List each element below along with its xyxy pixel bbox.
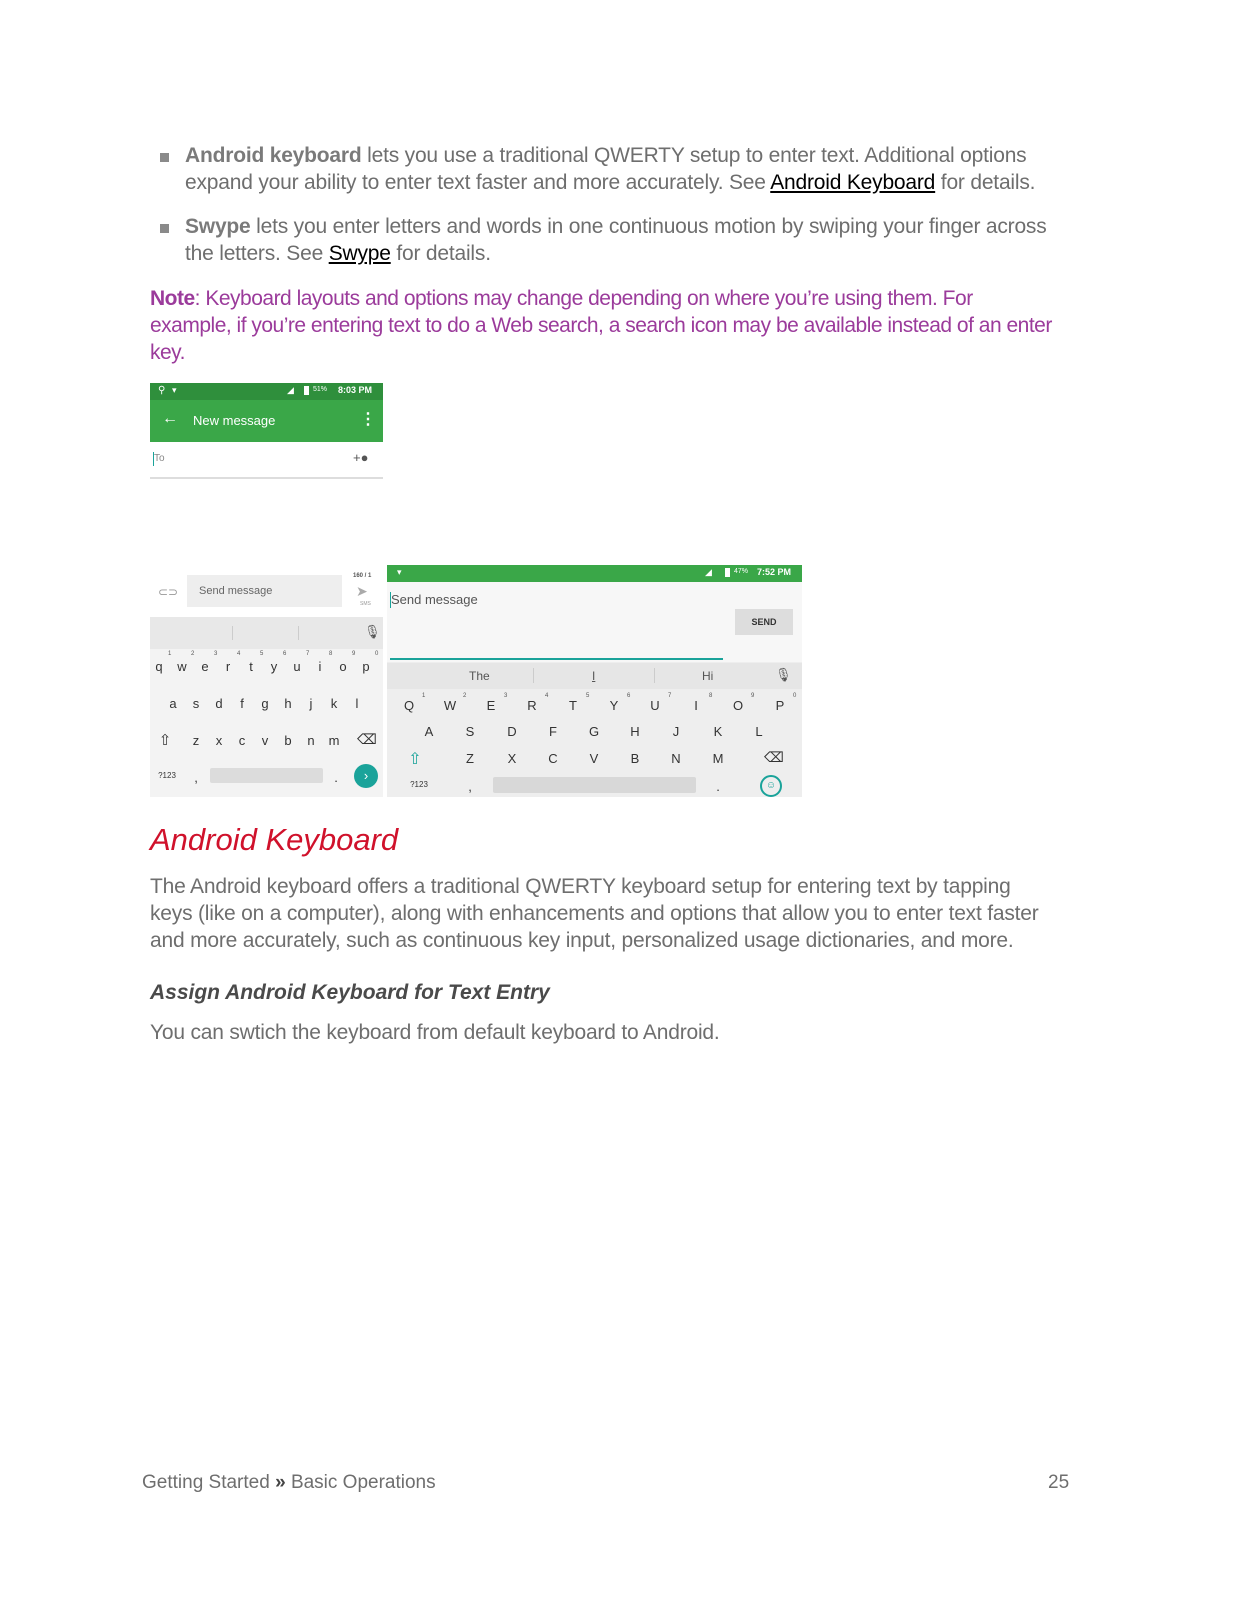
key-c[interactable]: c (238, 733, 246, 748)
status-bar (387, 565, 802, 582)
key-z[interactable]: z (192, 733, 200, 748)
status-time: 8:03 PM (338, 385, 373, 395)
key-o[interactable]: o (339, 659, 347, 674)
android-keyboard-link[interactable]: Android Keyboard (770, 171, 936, 194)
key-hint: 3 (504, 693, 508, 699)
key-W[interactable]: W (443, 698, 457, 713)
key-P[interactable]: P (775, 698, 785, 713)
key-l[interactable]: l (355, 696, 359, 711)
footer-crumb: Basic Operations (290, 1472, 436, 1493)
key-t[interactable]: t (249, 659, 253, 674)
battery-percent: 51% (313, 386, 328, 393)
key-q[interactable]: q (155, 659, 163, 674)
key-hint: 1 (168, 651, 172, 657)
section-heading: Android Keyboard (150, 822, 399, 857)
key-a[interactable]: a (169, 696, 177, 711)
key-p[interactable]: p (362, 659, 370, 674)
key-E[interactable]: E (486, 698, 496, 713)
key-H[interactable]: H (630, 724, 640, 739)
key-r[interactable]: r (225, 659, 231, 674)
key-C[interactable]: C (548, 751, 558, 766)
send-button[interactable]: SEND (735, 609, 793, 635)
footer-breadcrumb (142, 1472, 436, 1494)
compose-placeholder: Send message (391, 592, 478, 607)
paragraph-line: and more accurately, such as continuous key input, personalized usage dictionaries, and more. (150, 929, 1014, 952)
app-bar-title: New message (193, 413, 276, 428)
backspace-icon[interactable]: ⌫ (764, 749, 784, 765)
screenshot-new-message (150, 383, 383, 480)
to-placeholder: To (154, 453, 165, 464)
key-V[interactable]: V (589, 751, 599, 766)
screenshot-keyboard-uppercase (387, 565, 802, 797)
key-hint: 2 (463, 693, 467, 699)
key-I[interactable]: I (694, 698, 698, 713)
footer-crumb: Getting Started (142, 1472, 270, 1493)
key-x[interactable]: x (215, 733, 223, 748)
battery-percent: 47% (734, 568, 749, 575)
paragraph-line: keys (like on a computer), along with enhancements and options that allow you to enter text faster (150, 902, 1039, 925)
key-S[interactable]: S (465, 724, 475, 739)
key-B[interactable]: B (630, 751, 640, 766)
key-hint: 5 (586, 693, 590, 699)
key-hint: 4 (545, 693, 549, 699)
note-paragraph (150, 285, 1080, 366)
key-h[interactable]: h (284, 696, 292, 711)
key-k[interactable]: k (330, 696, 338, 711)
key-O[interactable]: O (732, 698, 744, 713)
suggestion[interactable]: I (592, 669, 596, 683)
char-counter: 160 / 1 (353, 573, 372, 579)
key-u[interactable]: u (293, 659, 301, 674)
symbols-key[interactable]: ?123 (158, 771, 176, 780)
key-hint: 6 (627, 693, 631, 699)
key-hint: 2 (191, 651, 195, 657)
key-R[interactable]: R (527, 698, 537, 713)
bullet-term: Android keyboard (185, 144, 362, 167)
key-hint: 8 (709, 693, 713, 699)
divider (298, 626, 299, 640)
key-X[interactable]: X (507, 751, 517, 766)
key-U[interactable]: U (650, 698, 660, 713)
spacebar[interactable] (493, 777, 696, 793)
key-s[interactable]: s (192, 696, 200, 711)
key-D[interactable]: D (507, 724, 517, 739)
key-K[interactable]: K (713, 724, 723, 739)
divider (232, 626, 233, 640)
back-arrow-icon[interactable]: ← (162, 410, 178, 427)
backspace-icon[interactable]: ⌫ (357, 731, 377, 747)
usb-icon: ⚲ (158, 385, 166, 396)
key-y[interactable]: y (270, 659, 278, 674)
key-Y[interactable]: Y (609, 698, 619, 713)
subsection-heading: Assign Android Keyboard for Text Entry (150, 981, 550, 1004)
key-i[interactable]: i (318, 659, 322, 674)
status-bar (150, 383, 383, 400)
paragraph-line: The Android keyboard offers a traditional QWERTY keyboard setup for entering text by tapping (150, 875, 1011, 898)
key-hint: 4 (237, 651, 241, 657)
key-G[interactable]: G (588, 724, 600, 739)
bullet-text: the letters. See (185, 242, 329, 265)
key-hint: 1 (422, 693, 426, 699)
battery-icon (304, 386, 309, 395)
note-text: : Keyboard layouts and options may change depending on where you’re using them. For (194, 287, 973, 310)
key-m[interactable]: m (328, 733, 340, 748)
compose-input[interactable] (187, 575, 342, 607)
key-J[interactable]: J (672, 724, 680, 739)
key-hint: 7 (306, 651, 310, 657)
key-hint: 7 (668, 693, 672, 699)
key-N[interactable]: N (671, 751, 681, 766)
section-paragraph (150, 873, 1080, 954)
footer-separator: » (275, 1472, 286, 1493)
suggestion-strip (150, 617, 383, 649)
period-key[interactable]: . (716, 779, 720, 794)
suggestion[interactable]: The (469, 669, 490, 683)
mic-icon[interactable]: 🎙 (364, 624, 381, 639)
key-w[interactable]: w (177, 659, 187, 674)
key-d[interactable]: d (215, 696, 223, 711)
note-text: key. (150, 341, 185, 364)
comma-key[interactable]: , (194, 770, 198, 785)
wifi-icon: ▾ (172, 385, 177, 395)
overflow-menu-icon[interactable]: ⋮ (360, 411, 376, 428)
note-text: example, if you’re entering text to do a Web search, a search icon may be available instead of an enter (150, 314, 1052, 337)
shift-icon[interactable]: ⇧ (408, 751, 422, 768)
subsection-paragraph: You can swtich the keyboard from default keyboard to Android. (150, 1021, 720, 1044)
key-hint: 9 (751, 693, 755, 699)
key-g[interactable]: g (261, 696, 269, 711)
suggestion[interactable]: Hi (702, 669, 714, 683)
add-contact-icon[interactable]: +● (353, 450, 369, 465)
key-hint: 0 (793, 693, 797, 699)
shift-icon[interactable]: ⇧ (158, 732, 172, 749)
wifi-icon: ▾ (397, 567, 402, 577)
key-T[interactable]: T (569, 698, 577, 713)
symbols-key[interactable]: ?123 (410, 780, 428, 789)
attach-icon[interactable]: ⊂⊃ (158, 585, 179, 599)
status-time: 7:52 PM (757, 567, 792, 577)
key-hint: 6 (283, 651, 287, 657)
bullet-text: lets you enter letters and words in one continuous motion by swiping your finger across (250, 215, 1047, 238)
bullet-swype (185, 213, 1085, 267)
divider (533, 668, 534, 683)
divider (654, 668, 655, 683)
compose-placeholder: Send message (199, 585, 273, 597)
bullet-text: for details. (390, 242, 491, 265)
period-key[interactable]: . (334, 770, 338, 785)
to-field[interactable] (150, 442, 383, 479)
sms-label: SMS (360, 601, 371, 607)
key-hint: 3 (214, 651, 218, 657)
signal-icon: ◢ (287, 385, 294, 395)
key-M[interactable]: M (712, 751, 724, 766)
signal-icon: ◢ (705, 567, 712, 577)
bullet-text: lets you use a traditional QWERTY setup to enter text. Additional options (361, 144, 1027, 167)
input-underline (390, 658, 723, 660)
key-j[interactable]: j (309, 696, 313, 711)
bullet-text: for details. (935, 171, 1036, 194)
mic-icon[interactable]: 🎙 (775, 667, 792, 682)
key-hint: 9 (352, 651, 356, 657)
key-hint: 5 (260, 651, 264, 657)
note-label: Note (150, 287, 195, 310)
emoji-icon[interactable]: ☺ (760, 775, 782, 797)
key-b[interactable]: b (284, 733, 292, 748)
key-L[interactable]: L (755, 724, 763, 739)
swype-link[interactable]: Swype (328, 242, 391, 265)
key-n[interactable]: n (307, 733, 315, 748)
bullet-marker (160, 224, 169, 233)
screenshot-keyboard-lowercase (150, 565, 383, 797)
bullet-android-keyboard (185, 142, 1085, 196)
key-A[interactable]: A (424, 724, 434, 739)
key-f[interactable]: f (240, 696, 244, 711)
compose-bar (150, 565, 383, 617)
key-hint: 8 (329, 651, 333, 657)
compose-area[interactable] (387, 582, 802, 662)
key-hint: 0 (375, 651, 379, 657)
spacebar[interactable] (210, 768, 323, 783)
key-Z[interactable]: Z (466, 751, 474, 766)
comma-key[interactable]: , (468, 779, 472, 794)
enter-icon[interactable]: › (354, 764, 378, 788)
bullet-text: expand your ability to enter text faster and more accurately. See (185, 171, 771, 194)
bullet-marker (160, 153, 169, 162)
key-e[interactable]: e (201, 659, 209, 674)
send-icon[interactable]: ➤ (356, 583, 368, 599)
key-F[interactable]: F (549, 724, 557, 739)
key-v[interactable]: v (261, 733, 269, 748)
bullet-term: Swype (185, 215, 251, 238)
app-bar (150, 400, 383, 442)
suggestion-strip (387, 663, 802, 689)
page-number: 25 (1048, 1472, 1070, 1493)
key-Q[interactable]: Q (403, 698, 415, 713)
battery-icon (725, 568, 730, 577)
